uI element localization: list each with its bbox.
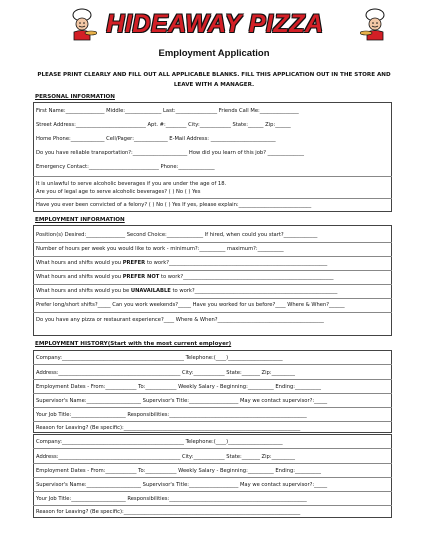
divider [33, 407, 392, 408]
unavailable-shifts-row[interactable]: What hours and shifts would you be UNAVAILABLE to work?_______________________________________________________ [36, 288, 338, 294]
emergency-contact-row[interactable]: Emergency Contact:___________________________ Phone:______________ [36, 164, 215, 170]
divider [33, 393, 392, 394]
employment-history-section-title: EMPLOYMENT HISTORY(Start with the most current employer) [35, 341, 232, 347]
hours-per-week-row[interactable]: Number of hours per week you would like to work - minimum?:__________ maximum?:__________ [36, 246, 284, 252]
divider [33, 312, 392, 313]
employer-1-title-row[interactable]: Your Job Title:_____________________ Responsibilities:_____________________________________________________ [36, 412, 307, 418]
divider [33, 176, 392, 177]
divider [33, 505, 392, 506]
employer-2-company-row[interactable]: Company:_______________________________________________ Telephone:(____)_____________________ [36, 439, 283, 445]
prefer-shifts-row[interactable]: What hours and shifts would you PREFER to work?_____________________________________________________________ [36, 260, 328, 266]
employer-2-reason-row[interactable]: Reason for Leaving? (Be specific):____________________________________________________________________ [36, 509, 301, 515]
employer-1-supervisor-row[interactable]: Supervisor's Name:_____________________ Supervisor's Title:___________________ May we contact supervisor?:_____ [36, 398, 328, 404]
employer-2-address-row[interactable]: Address:_______________________________________________ City:____________ State:_______ Zip:_________ [36, 454, 295, 460]
divider [33, 448, 392, 449]
employer-1-address-row[interactable]: Address:_______________________________________________ City:____________ State:_______ Zip:_________ [36, 370, 295, 376]
legal-age-row[interactable]: Are you of legal age to serve alcoholic beverages? ( ) No ( ) Yes [36, 189, 201, 195]
divider [33, 463, 392, 464]
divider [33, 298, 392, 299]
instructions-line-2: LEAVE WITH A MANAGER. [173, 82, 255, 88]
employer-1-dates-row[interactable]: Employment Dates - From:____________ To:____________ Weekly Salary - Beginning:__________ Ending:__________ [36, 384, 321, 390]
name-row[interactable]: First Name:_______________ Middle:______________ Last:________________ Friends Call Me:_______________ [36, 108, 299, 114]
divider [33, 242, 392, 243]
employer-2-dates-row[interactable]: Employment Dates - From:____________ To:____________ Weekly Salary - Beginning:__________ Ending:__________ [36, 468, 321, 474]
personal-section-box [33, 102, 392, 212]
position-row[interactable]: Position(s) Desired:_______________ Second Choice:______________ If hired, when could you start?_____________ [36, 232, 318, 238]
employer-1-company-row[interactable]: Company:_______________________________________________ Telephone:(____)_____________________ [36, 355, 283, 361]
employer-1-reason-row[interactable]: Reason for Leaving? (Be specific):____________________________________________________________________ [36, 425, 301, 431]
prefer-not-shifts-row[interactable]: What hours and shifts would you PREFER NOT to work?__________________________________________________________ [36, 274, 334, 280]
employment-info-section-title: EMPLOYMENT INFORMATION [35, 217, 125, 223]
divider [33, 364, 392, 365]
divider [33, 198, 392, 199]
instructions [28, 70, 400, 90]
instructions-line-1: PLEASE PRINT CLEARLY AND FILL OUT ALL APPLICABLE BLANKS. FILL THIS APPLICATION OUT IN THE STORE AND [37, 72, 391, 78]
personal-section-title: PERSONAL INFORMATION [35, 94, 115, 100]
experience-row[interactable]: Do you have any pizza or restaurant experience?____ Where & When?_________________________________________ [36, 317, 324, 323]
divider [33, 491, 392, 492]
divider [33, 379, 392, 380]
felony-row[interactable]: Have you ever been convicted of a felony? ( ) No ( ) Yes If yes, please explain:____________________________ [36, 202, 312, 208]
divider [33, 477, 392, 478]
employer-2-title-row[interactable]: Your Job Title:_____________________ Responsibilities:_____________________________________________________ [36, 496, 307, 502]
brand-logo-text: HIDEAWAY PIZZA [106, 10, 324, 38]
divider [33, 421, 392, 422]
employer-2-supervisor-row[interactable]: Supervisor's Name:_____________________ Supervisor's Title:___________________ May we contact supervisor?:_____ [36, 482, 328, 488]
chef-logo-left-icon [67, 8, 97, 42]
chef-logo-right-icon [360, 8, 390, 42]
shift-preference-row[interactable]: Prefer long/short shifts?_____ Can you work weekends?_____ Have you worked for us before?____ Where & When?______ [36, 302, 345, 308]
divider [33, 270, 392, 271]
alcohol-notice: It is unlawful to serve alcoholic beverages if you are under the age of 18. [36, 181, 227, 187]
address-row[interactable]: Street Address:___________________________ Apt. #:________ City:____________ State:______ Zip:______ [36, 122, 291, 128]
divider [33, 284, 392, 285]
transportation-row[interactable]: Do you have reliable transportation?:_____________________ How did you learn of this job? ______________ [36, 150, 304, 156]
page-title: Employment Application [158, 48, 270, 59]
divider [33, 256, 392, 257]
phone-email-row[interactable]: Home Phone:_____________ Cell/Pager:_____________ E-Mail Address: _________________________ [36, 136, 276, 142]
